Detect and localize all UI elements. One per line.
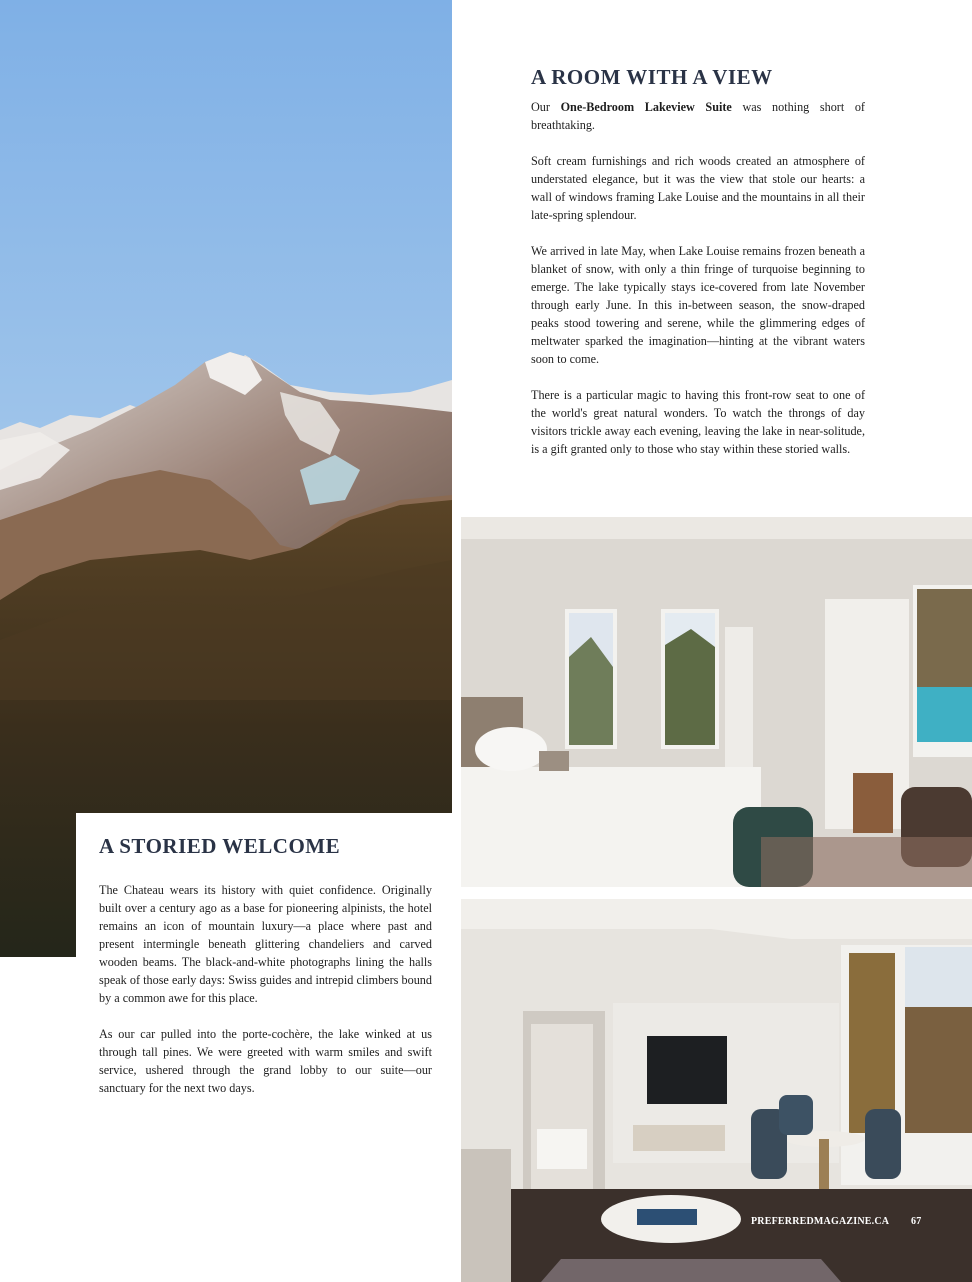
room-intro-paragraph	[531, 98, 865, 134]
welcome-section	[99, 833, 432, 1115]
welcome-paragraph-2: As our car pulled into the porte-cochère, the lake winked at us through tall pines. We were greeted with warm smiles and swift service, ushered through the grand lobby to our suite—our sanctuary for the next two days.	[99, 1027, 432, 1095]
page-footer	[751, 1216, 931, 1230]
bedroom-illustration	[461, 517, 972, 887]
room-paragraph-1: Soft cream furnishings and rich woods created an atmosphere of understated elegance, but it was the view that stole our hearts: a wall of windows framing Lake Louise and the mountains in all their late-spring splendour.	[531, 154, 865, 222]
welcome-inset-box	[76, 813, 452, 1282]
room-section	[531, 64, 865, 476]
welcome-heading: A STORIED WELCOME	[99, 834, 341, 858]
room-heading: A ROOM WITH A VIEW	[531, 65, 773, 89]
intro-after: was nothing short of breathtaking.	[531, 100, 865, 132]
welcome-paragraph-1: The Chateau wears its history with quiet confidence. Originally built over a century ago as a base for pioneering alpinists, the hotel remains an icon of mountain luxury—a place where past and present intermingle beneath glittering chandeliers and carved wooden beams. The black-and-white photographs lining the halls speak of those early days: Swiss guides and intrepid climbers bound by a common awe for this place.	[99, 883, 432, 1005]
room-paragraph-3: There is a particular magic to having this front-row seat to one of the world's great natural wonders. To watch the throngs of day visitors trickle away each evening, leaving the lake in near-solitude, is a gift granted only to those who stay within these storied walls.	[531, 388, 865, 456]
intro-before: Our	[531, 100, 561, 114]
bedroom-photo	[461, 517, 972, 887]
website-url[interactable]: PREFERREDMAGAZINE.CA	[751, 1216, 890, 1227]
room-paragraph-2: We arrived in late May, when Lake Louise remains frozen beneath a blanket of snow, with only a thin fringe of turquoise beginning to emerge. The lake typically stays ice-covered from late November through early June. In this in-between season, the snow-draped peaks stood towering and serene, while the glimmering edges of meltwater sparked the imagination—hinting at the vibrant waters soon to come.	[531, 244, 865, 366]
suite-name: One-Bedroom Lakeview Suite	[560, 100, 732, 114]
page-number: 67	[911, 1216, 922, 1227]
